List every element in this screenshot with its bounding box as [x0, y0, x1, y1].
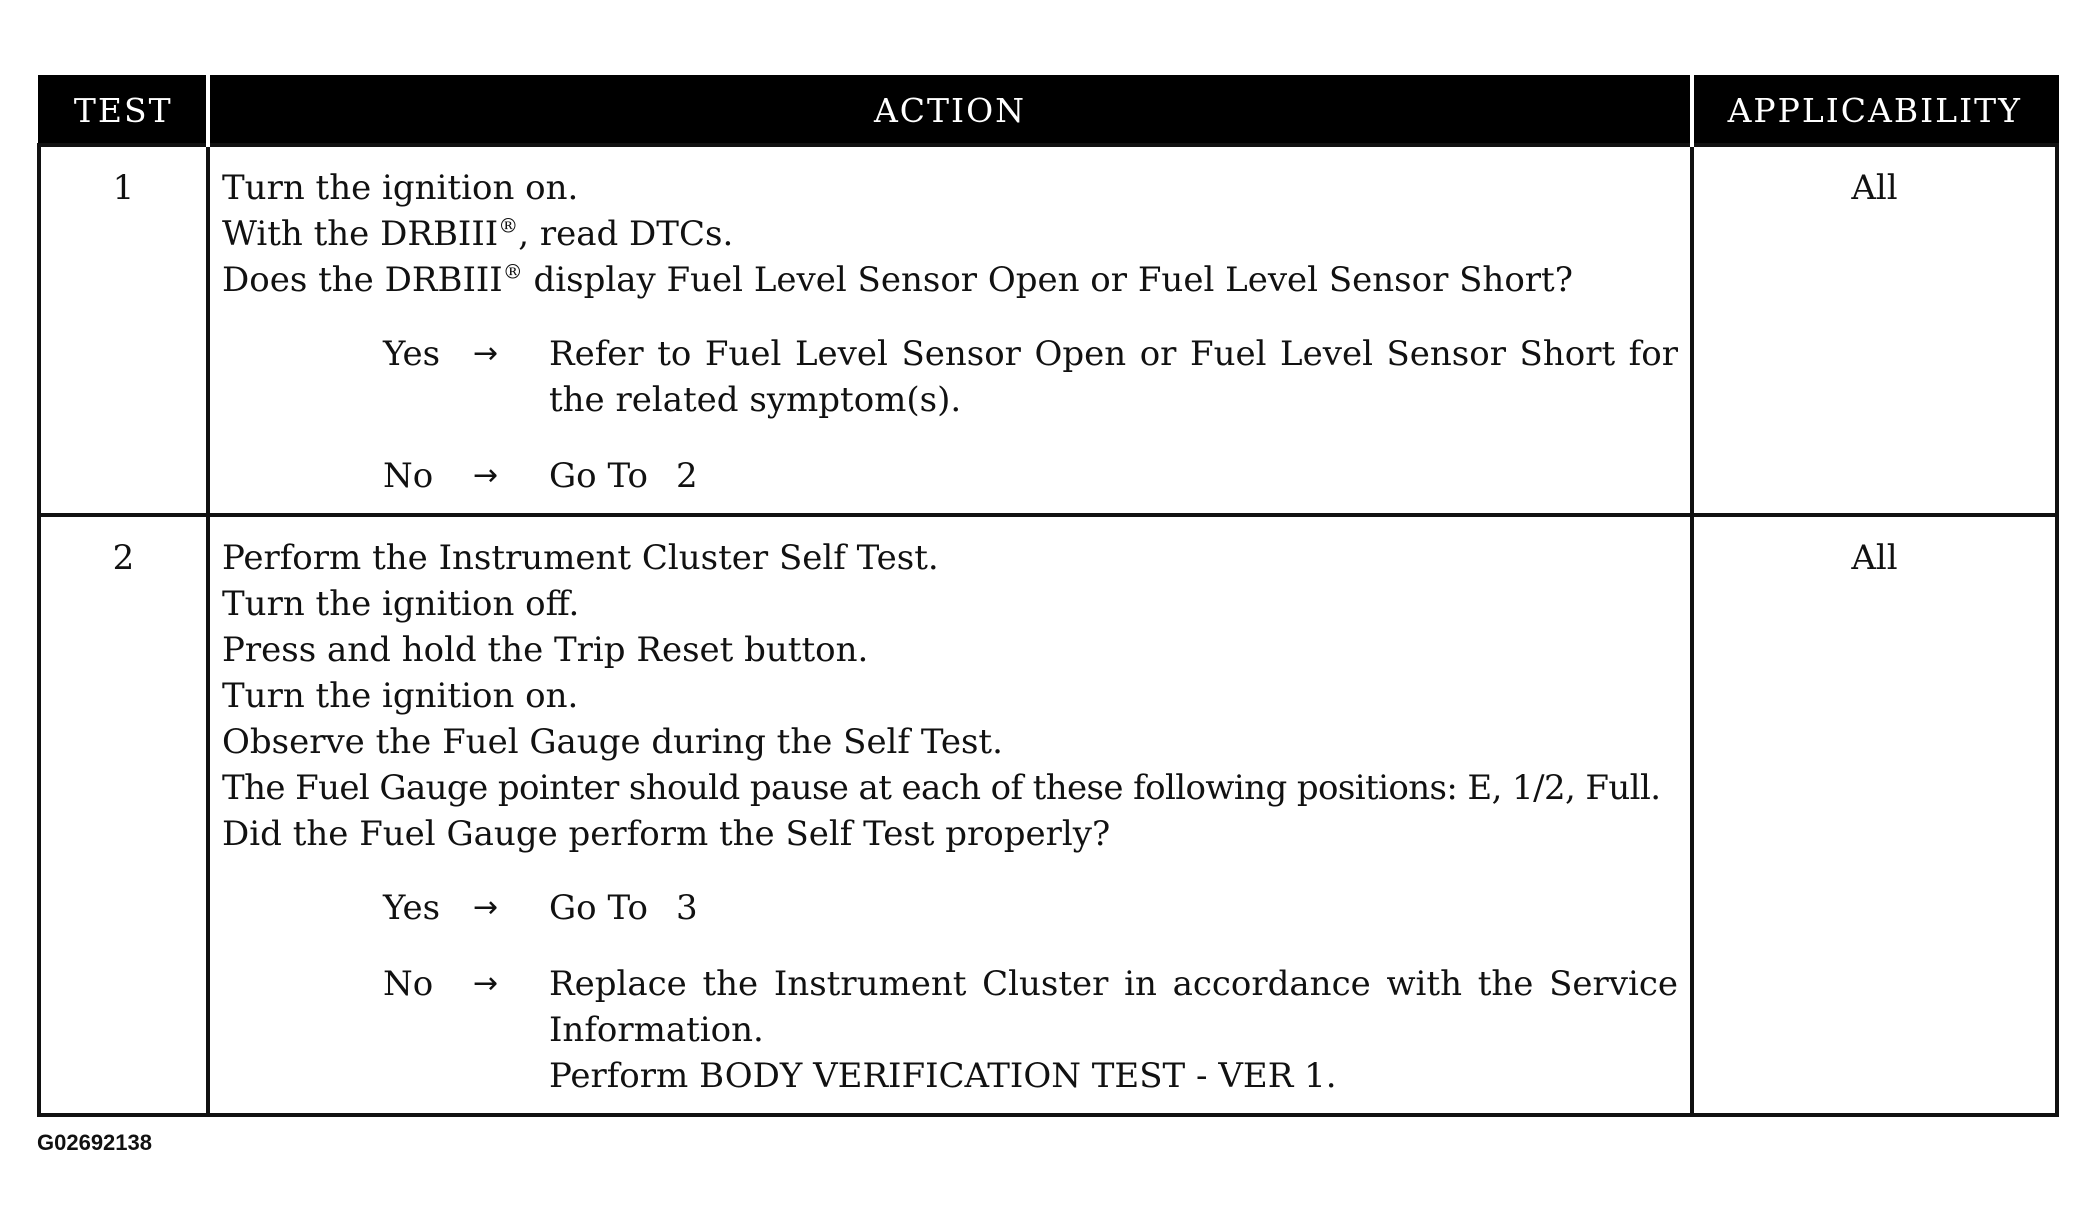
result-label: No: [383, 456, 434, 496]
registered-mark: ®: [498, 213, 519, 238]
header-test: TEST: [39, 77, 208, 146]
action-step: Turn the ignition on.: [222, 676, 579, 716]
applicability-value: All: [1692, 145, 2057, 515]
test-number: 2: [39, 515, 208, 1115]
result-label: Yes: [383, 334, 441, 374]
test-row-1: [39, 145, 2057, 515]
test-number: 1: [39, 145, 208, 515]
arrow-right-icon: →: [473, 458, 499, 493]
action-step: Turn the ignition on.: [222, 168, 579, 208]
header-applicability: APPLICABILITY: [1692, 77, 2057, 146]
arrow-right-icon: →: [473, 336, 499, 371]
goto-number: 3: [675, 888, 698, 928]
result-no: [222, 453, 1678, 499]
action-step: The Fuel Gauge pointer should pause at each of these following positions: E, 1/2, Full.: [222, 768, 1661, 808]
action-cell: [208, 145, 1692, 515]
action-step: With the DRBIII®, read DTCs.: [222, 213, 734, 254]
result-label: No: [383, 964, 434, 1004]
header-action: ACTION: [208, 77, 1692, 146]
diagnostic-test-table: [37, 75, 2059, 1117]
action-cell: [208, 515, 1692, 1115]
goto-link[interactable]: [549, 453, 1678, 499]
test-row-2: [39, 515, 2057, 1115]
action-step: Turn the ignition off.: [222, 584, 580, 624]
action-step: Perform the Instrument Cluster Self Test.: [222, 538, 939, 578]
result-text: Refer to Fuel Level Sensor Open or Fuel Level Sensor Short for the related symptom(s).: [549, 334, 1678, 420]
goto-link[interactable]: [549, 885, 1678, 931]
arrow-right-icon: →: [473, 966, 499, 1001]
arrow-right-icon: →: [473, 890, 499, 925]
result-yes: [222, 885, 1678, 931]
table-header-row: [39, 77, 2057, 146]
goto-number: 2: [675, 456, 698, 496]
action-step: Press and hold the Trip Reset button.: [222, 630, 869, 670]
applicability-value: All: [1692, 515, 2057, 1115]
result-yes: [222, 331, 1678, 423]
registered-mark: ®: [502, 259, 523, 284]
result-text: [549, 961, 1678, 1099]
figure-id: G02692138: [37, 1130, 152, 1155]
result-line: Replace the Instrument Cluster in accordance with the Service Information.: [549, 964, 1678, 1050]
result-no: [222, 961, 1678, 1099]
result-label: Yes: [383, 888, 441, 928]
goto-text: Go To: [549, 456, 648, 496]
action-step: Did the Fuel Gauge perform the Self Test properly?: [222, 814, 1111, 854]
goto-text: Go To: [549, 888, 648, 928]
action-step: Does the DRBIII® display Fuel Level Sensor Open or Fuel Level Sensor Short?: [222, 259, 1573, 300]
result-line: Perform BODY VERIFICATION TEST - VER 1.: [549, 1056, 1337, 1096]
action-step: Observe the Fuel Gauge during the Self Test.: [222, 722, 1003, 762]
